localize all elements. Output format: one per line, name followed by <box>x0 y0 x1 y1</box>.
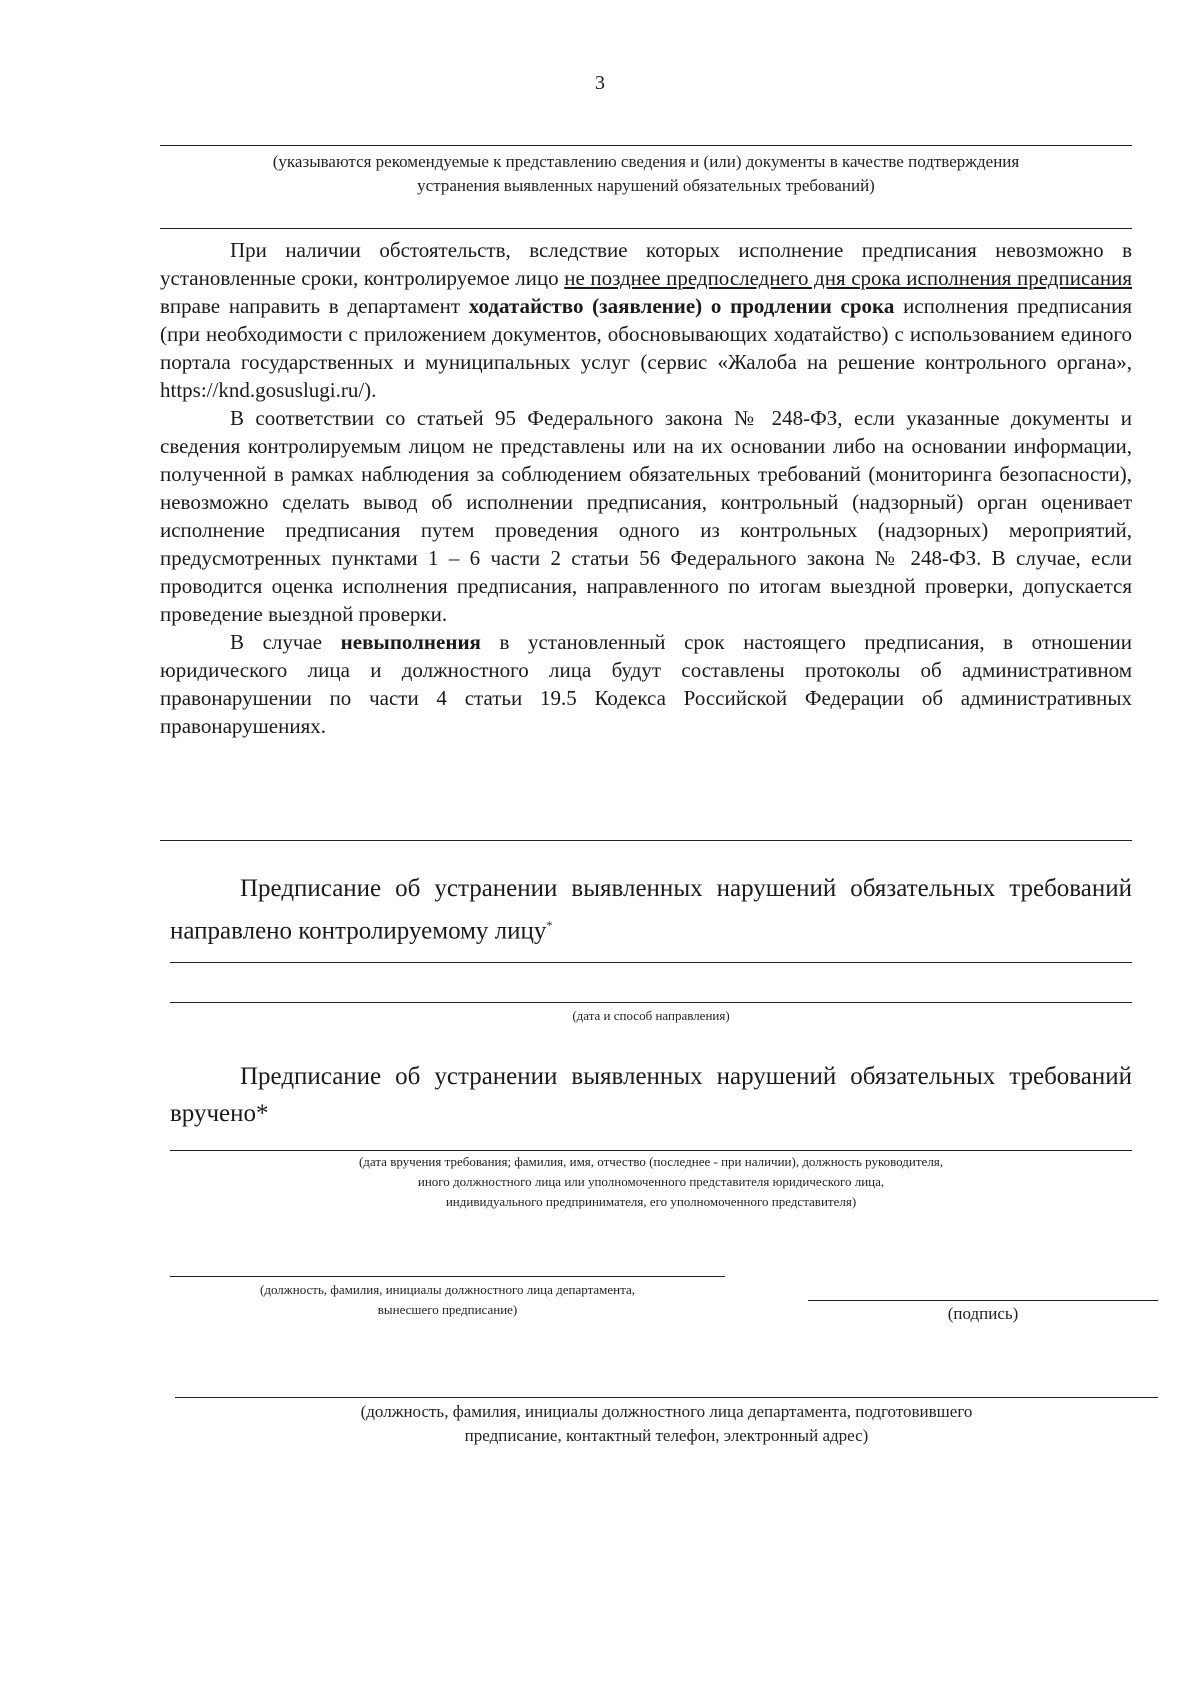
sent-heading-text <box>170 870 1132 949</box>
para3-text-a: В случае <box>230 630 341 654</box>
handed-caption-line2: иного должностного лица или уполномоченного представителя юридического лица, <box>417 1174 885 1189</box>
sent-caption: (дата и способ направления) <box>572 1008 730 1023</box>
para1-bold: ходатайство (заявление) о продлении срока <box>468 294 895 318</box>
para1-text-a: При наличии обстоятельств, вследствие которых исполнение предписания невозможно в установленные сроки, контролируемое лицо <box>160 238 1132 290</box>
paragraph-article-95: В соответствии со статьей 95 Федерального закона № 248-ФЗ, если указанные документы и сведения контролируемым лицом не представлены или на их основании либо на основании информации, полученной в рамках наблюдения за соблюдением обязательных требований (мониторинга безопасности), невозможно сделать вывод об исполнении предписания, контрольный (надзорный) орган оценивает исполнение предписания путем проведения одного из контрольных (надзорных) мероприятий, предусмотренных пунктами 1 – 6 части 2 статьи 56 Федерального закона № 248-ФЗ. В случае, если проводится оценка исполнения предписания, направленного по итогам выездной проверки, допускается проведение выездной проверки. <box>160 406 1132 626</box>
signature-caption: (подпись) <box>947 1304 1019 1323</box>
handed-caption-line3: индивидуального предпринимателя, его уполномоченного представителя) <box>445 1194 857 1209</box>
sent-rule-2 <box>170 1002 1132 1003</box>
official-rule <box>170 1276 725 1277</box>
para3-bold: невыполнения <box>340 630 481 654</box>
paragraph-extension-request <box>160 236 1132 404</box>
sent-rule-1 <box>170 962 1132 963</box>
sent-heading-main: Предписание об устранении выявленных нарушений обязательных требований направлено контролируемому лицу <box>170 875 1132 945</box>
section-divider-rule <box>160 840 1132 841</box>
top-caption-line1: (указываются рекомендуемые к представлению сведения и (или) документы в качестве подтверждения <box>272 152 1020 171</box>
preparer-caption <box>175 1400 1158 1448</box>
preparer-caption-line2: предписание, контактный телефон, электронный адрес) <box>464 1426 869 1445</box>
top-rule-2 <box>160 228 1132 229</box>
signature-rule <box>808 1300 1158 1301</box>
paragraph-non-fulfillment <box>160 628 1132 740</box>
sent-heading <box>170 870 1132 949</box>
para1-text-c: исполнения предписания (при необходимости с приложением документов, обосновывающих ходатайство) с использованием единого портала государственных и муниципальных услуг (сервис «Жалоба на решение контрольного органа», https://knd.gosuslugi.ru/). <box>160 294 1132 402</box>
preparer-caption-line1: (должность, фамилия, инициалы должностного лица департамента, подготовившего <box>360 1402 973 1421</box>
official-caption <box>170 1280 725 1320</box>
handed-caption-line1: (дата вручения требования; фамилия, имя, отчество (последнее - при наличии), должность руководителя, <box>358 1154 944 1169</box>
para1-text-b: вправе направить в департамент <box>160 294 469 318</box>
sent-heading-mark: * <box>546 918 553 932</box>
official-caption-line2: вынесшего предписание) <box>377 1302 518 1317</box>
top-caption <box>160 150 1132 198</box>
handed-caption <box>170 1152 1132 1212</box>
handed-heading <box>170 1058 1132 1132</box>
handed-heading-text: Предписание об устранении выявленных нарушений обязательных требований вручено* <box>170 1063 1132 1127</box>
top-rule <box>160 145 1132 146</box>
top-caption-line2: устранения выявленных нарушений обязательных требований) <box>417 176 875 195</box>
handed-rule <box>170 1150 1132 1151</box>
body-text <box>160 236 1132 740</box>
official-caption-line1: (должность, фамилия, инициалы должностного лица департамента, <box>260 1282 635 1297</box>
page-number: 3 <box>595 72 605 94</box>
para1-underlined: не позднее предпоследнего дня срока исполнения предписания <box>564 266 1132 290</box>
para3-text-b: в установленный срок настоящего предписания, в отношении юридического лица и должностного лица будут составлены протоколы об административном правонарушении по части 4 статьи 19.5 Кодекса Российской Федерации об административных правонарушениях. <box>160 630 1133 738</box>
preparer-rule <box>175 1397 1158 1398</box>
